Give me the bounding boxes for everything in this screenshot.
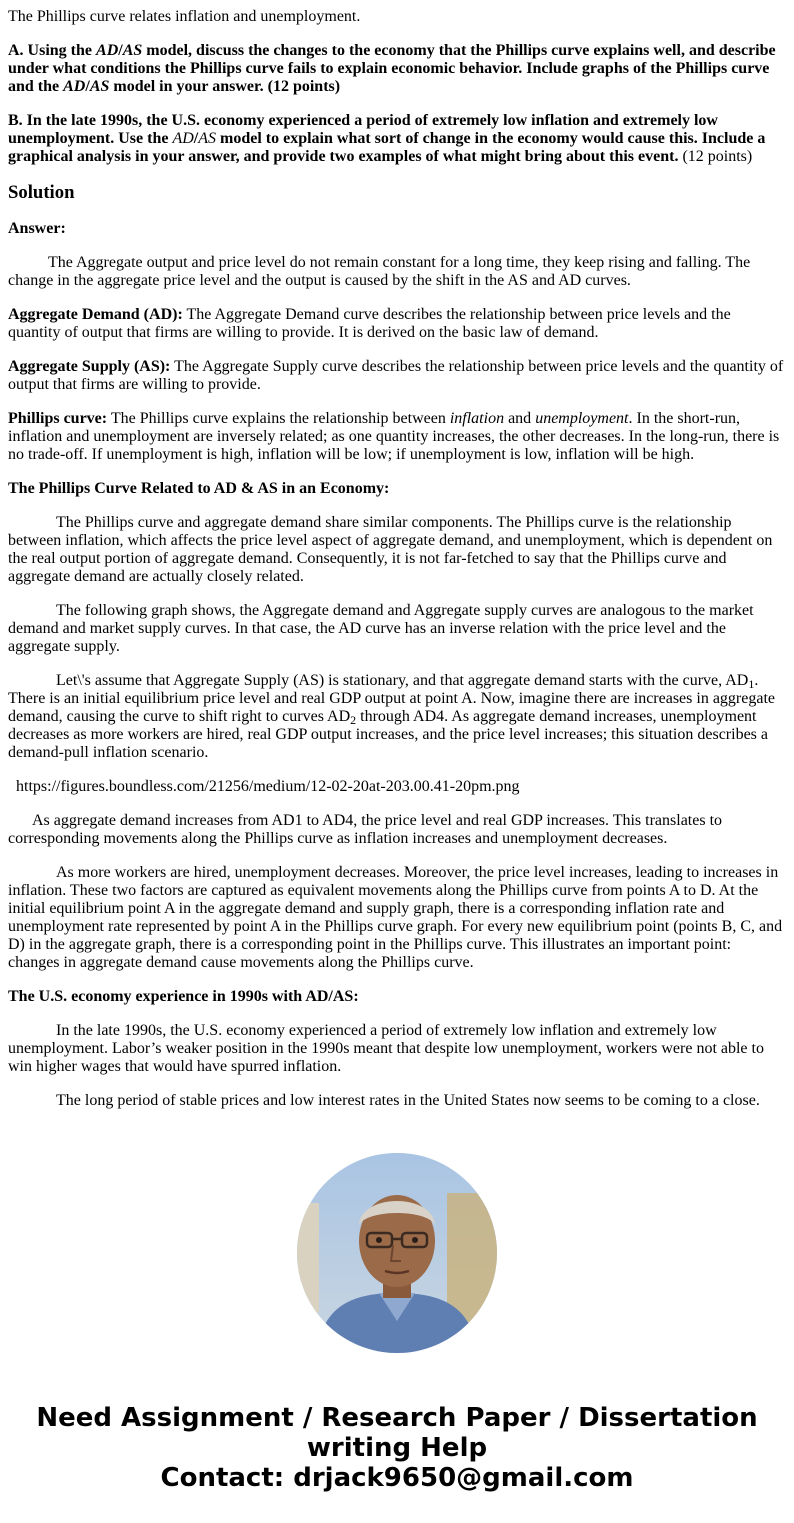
phillips-unemployment: unemployment (535, 410, 629, 427)
part-a-text-2: model, discuss the changes to the economy that the Phillips curve explains well, and describe under what conditions the Phillips curve fails to explain economic behavior. Include graphs of the Phillips curve and the (8, 42, 776, 95)
part-b-ad: AD (172, 130, 194, 147)
paragraph-graph (8, 602, 786, 656)
solution-document (8, 8, 786, 1122)
phillips-term: Phillips curve: (8, 410, 108, 427)
answer-label-text: Answer: (8, 220, 66, 237)
avatar (297, 1153, 497, 1353)
banner-line-1: Need Assignment / Research Paper / Dissertation (36, 1403, 758, 1433)
answer-label (8, 220, 786, 238)
section-heading-1990s-text: The U.S. economy experience in 1990s with AD/AS: (8, 988, 359, 1005)
figure-url-paragraph (8, 778, 786, 796)
paragraph-increase (8, 812, 786, 848)
as-term: Aggregate Supply (AS): (8, 358, 171, 375)
paragraph-workers-text: As more workers are hired, unemployment decreases. Moreover, the price level increases, leading to increases in inflation. These two factors are captured as equivalent movements along the Phillips curve from points A to D. At the initial equilibrium point A in the aggregate demand and supply graph, there is a corresponding inflation rate and unemployment rate represented by point A in the Phillips curve graph. For every new equilibrium point (points B, C, and D) in the aggregate graph, there is a corresponding point in the Phillips curve. This illustrates an important point: changes in aggregate demand cause movements along the Phillips curve. (8, 864, 783, 971)
paragraph-closing-text: The long period of stable prices and low interest rates in the United States now seems to be coming to a close. (56, 1092, 760, 1109)
contact-banner (0, 1403, 794, 1493)
phillips-text: The Phillips curve explains the relationship between (107, 410, 450, 427)
paragraph-assume (8, 672, 786, 762)
part-b-text-2: model to explain what sort of change in the economy would cause this. Include a graphical analysis in your answer, and provide two examples of what might bring about this event. (8, 130, 766, 165)
as-definition (8, 358, 786, 394)
banner-line-3: Contact: drjack9650@gmail.com (160, 1463, 634, 1493)
paragraph-workers (8, 864, 786, 972)
question-intro: The Phillips curve relates inflation and unemployment. (8, 8, 361, 25)
assume-text-2: . There is an initial equilibrium price level and real GDP output at point A. Now, imagine there are increases in aggregate demand, causing the curve to shift right to curves AD (8, 672, 775, 725)
part-a-ad: AD (96, 42, 119, 59)
part-a-points: model in your answer. (12 points) (109, 78, 341, 95)
ad-term: Aggregate Demand (AD): (8, 306, 183, 323)
ad-def-text: The Aggregate Demand curve describes the relationship between price levels and the quantity of output that firms are willing to provide. It is derived on the basic law of demand. (8, 306, 731, 341)
paragraph-1990s-text: In the late 1990s, the U.S. economy experienced a period of extremely low inflation and extremely low unemployment. Labor’s weaker position in the 1990s meant that despite low unemployment, workers were not able to win higher wages that would have spurred inflation. (8, 1022, 764, 1075)
assume-sub-2: 2 (350, 713, 357, 727)
phillips-text-2: . In the short-run, inflation and unemployment are inversely related; as one quantity increases, the other decreases. In the long-run, there is no trade-off. If unemployment is high, inflation will be low; if unemployment is low, inflation will be high. (8, 410, 780, 463)
part-a-as-2: AS (89, 78, 110, 95)
assume-text-3: through AD4. As aggregate demand increases, unemployment decreases as more workers are hired, real GDP output increases, and the price level increases; this situation describes a demand-pull inflation scenario. (8, 708, 769, 761)
part-b-slash: / (193, 130, 199, 147)
banner-line-2: writing Help (306, 1433, 488, 1463)
as-def-text: The Aggregate Supply curve describes the relationship between price levels and the quantity of output that firms are willing to provide. (8, 358, 784, 393)
phillips-and: and (504, 410, 536, 427)
phillips-definition (8, 410, 786, 464)
paragraph-related (8, 514, 786, 586)
ad-definition (8, 306, 786, 342)
figure-url: https://figures.boundless.com/21256/medium/12-02-20at-203.00.41-20pm.png (16, 778, 520, 795)
paragraph-closing (8, 1092, 786, 1110)
paragraph-increase-text: As aggregate demand increases from AD1 to AD4, the price level and real GDP increases. This translates to corresponding movements along the Phillips curve as inflation increases and unemployment decreases. (8, 812, 723, 847)
part-b-as: AS (198, 130, 216, 147)
paragraph-1990s (8, 1022, 786, 1076)
part-a-text: A. Using the (8, 42, 97, 59)
assume-sub-1: 1 (748, 677, 755, 691)
part-a-as: AS (122, 42, 143, 59)
paragraph-related-text: The Phillips curve and aggregate demand share similar components. The Phillips curve is the relationship between inflation, which affects the price level aspect of aggregate demand, and unemployment, which is dependent on the real output portion of aggregate demand. Consequently, it is not far-fetched to say that the Phillips curve and aggregate demand are actually closely related. (8, 514, 773, 585)
section-heading-ad-as (8, 480, 786, 498)
section-heading-1990s (8, 988, 786, 1006)
question-part-a (8, 42, 786, 96)
section-heading-ad-as-text: The Phillips Curve Related to AD & AS in an Economy: (8, 480, 390, 497)
answer-intro (8, 254, 786, 290)
part-a-slash-2: / (85, 78, 90, 95)
part-b-points: (12 points) (678, 148, 753, 165)
paragraph-graph-text: The following graph shows, the Aggregate demand and Aggregate supply curves are analogous to the market demand and market supply curves. In that case, the AD curve has an inverse relation with the price level and the aggregate supply. (8, 602, 754, 655)
part-a-ad-2: AD (63, 78, 86, 95)
question-part-b (8, 112, 786, 166)
phillips-inflation: inflation (449, 410, 505, 427)
assume-text: Let\'s assume that Aggregate Supply (AS) is stationary, and that aggregate demand starts with the curve, AD (56, 672, 749, 689)
answer-intro-text: The Aggregate output and price level do not remain constant for a long time, they keep rising and falling. The change in the aggregate price level and the output is caused by the shift in the AS and AD curves. (8, 254, 751, 289)
portrait-illustration (297, 1153, 497, 1353)
solution-heading: Solution (8, 182, 75, 203)
part-a-slash: / (118, 42, 123, 59)
part-b-text: B. In the late 1990s, the U.S. economy experienced a period of extremely low inflation and extremely low unemployment. Use the (8, 112, 718, 147)
